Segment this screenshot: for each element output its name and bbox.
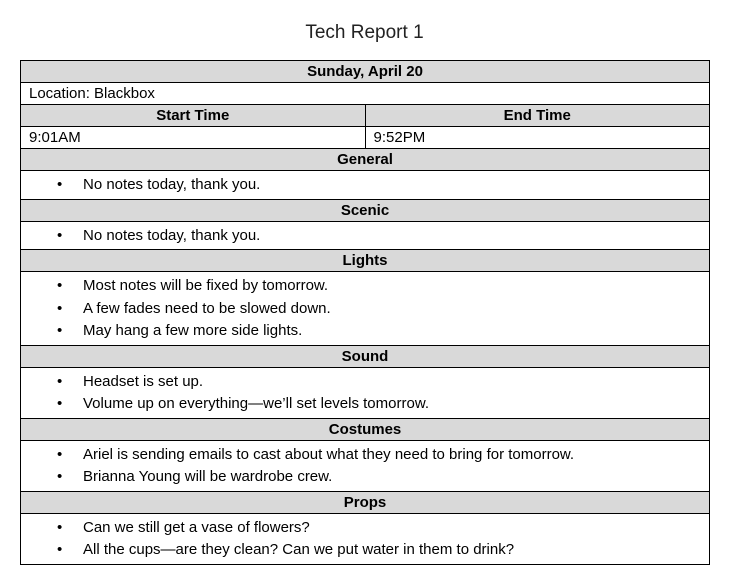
section-heading-scenic: Scenic bbox=[21, 199, 710, 221]
note-text: No notes today, thank you. bbox=[83, 176, 261, 193]
notes-list bbox=[29, 441, 701, 491]
note-text: Most notes will be fixed by tomorrow. bbox=[83, 277, 329, 294]
date-heading: Sunday, April 20 bbox=[21, 61, 710, 83]
notes-list bbox=[29, 514, 701, 564]
notes-list bbox=[29, 272, 701, 345]
note-text: Brianna Young will be wardrobe crew. bbox=[83, 468, 333, 485]
section-notes-row-costumes bbox=[21, 440, 710, 491]
section-notes-cell bbox=[21, 272, 710, 346]
bullet-icon: • bbox=[57, 518, 63, 536]
section-header-row-props bbox=[21, 491, 710, 513]
note-text: Ariel is sending emails to cast about what they need to bring for tomorrow. bbox=[83, 445, 575, 463]
list-item bbox=[29, 393, 701, 416]
location-row bbox=[21, 83, 710, 105]
note-text: May hang a few more side lights. bbox=[83, 322, 303, 339]
time-header-row bbox=[21, 105, 710, 127]
section-heading-general: General bbox=[21, 149, 710, 171]
note-text: Headset is set up. bbox=[83, 372, 204, 390]
end-time-label: End Time bbox=[365, 105, 710, 127]
section-heading-sound: Sound bbox=[21, 345, 710, 367]
tech-report-table bbox=[20, 60, 710, 565]
note-text: Volume up on everything—we’ll set levels tomorrow. bbox=[83, 395, 429, 412]
list-item bbox=[29, 444, 701, 467]
bullet-icon: • bbox=[57, 372, 63, 390]
section-header-row-scenic bbox=[21, 199, 710, 221]
section-notes-row-scenic bbox=[21, 221, 710, 250]
section-notes-cell bbox=[21, 171, 710, 200]
list-item bbox=[29, 371, 701, 394]
list-item bbox=[29, 539, 701, 562]
start-time-label: Start Time bbox=[21, 105, 366, 127]
list-item bbox=[29, 275, 701, 298]
bullet-icon: • bbox=[57, 541, 63, 558]
section-notes-cell bbox=[21, 440, 710, 491]
section-notes-cell bbox=[21, 513, 710, 564]
section-notes-cell bbox=[21, 367, 710, 418]
section-header-row-lights bbox=[21, 250, 710, 272]
notes-list bbox=[29, 368, 701, 418]
start-time-value: 9:01AM bbox=[21, 127, 366, 149]
section-notes-row-lights bbox=[21, 272, 710, 346]
section-heading-props: Props bbox=[21, 491, 710, 513]
section-notes-row-props bbox=[21, 513, 710, 564]
end-time-value: 9:52PM bbox=[365, 127, 710, 149]
bullet-icon: • bbox=[57, 277, 63, 294]
section-notes-row-general bbox=[21, 171, 710, 200]
list-item bbox=[29, 517, 701, 540]
section-header-row-sound bbox=[21, 345, 710, 367]
section-header-row-costumes bbox=[21, 418, 710, 440]
location-text: Location: Blackbox bbox=[21, 83, 710, 105]
note-text: Can we still get a vase of flowers? bbox=[83, 518, 310, 536]
bullet-icon: • bbox=[57, 322, 63, 339]
list-item bbox=[29, 320, 701, 343]
bullet-icon: • bbox=[57, 226, 63, 244]
list-item bbox=[29, 298, 701, 321]
note-text: All the cups—are they clean? Can we put water in them to drink? bbox=[83, 541, 515, 558]
document-title: Tech Report 1 bbox=[305, 22, 424, 43]
list-item bbox=[29, 174, 701, 197]
section-heading-costumes: Costumes bbox=[21, 418, 710, 440]
note-text: A few fades need to be slowed down. bbox=[83, 299, 331, 317]
list-item bbox=[29, 466, 701, 489]
bullet-icon: • bbox=[57, 176, 63, 193]
note-text: No notes today, thank you. bbox=[83, 226, 261, 244]
section-heading-lights: Lights bbox=[21, 250, 710, 272]
section-notes-cell bbox=[21, 221, 710, 250]
notes-list bbox=[29, 171, 701, 199]
time-value-row bbox=[21, 127, 710, 149]
bullet-icon: • bbox=[57, 299, 63, 317]
section-notes-row-sound bbox=[21, 367, 710, 418]
list-item bbox=[29, 225, 701, 248]
bullet-icon: • bbox=[57, 445, 63, 463]
section-header-row-general bbox=[21, 149, 710, 171]
bullet-icon: • bbox=[57, 468, 63, 485]
notes-list bbox=[29, 222, 701, 250]
date-row bbox=[21, 61, 710, 83]
bullet-icon: • bbox=[57, 395, 63, 412]
